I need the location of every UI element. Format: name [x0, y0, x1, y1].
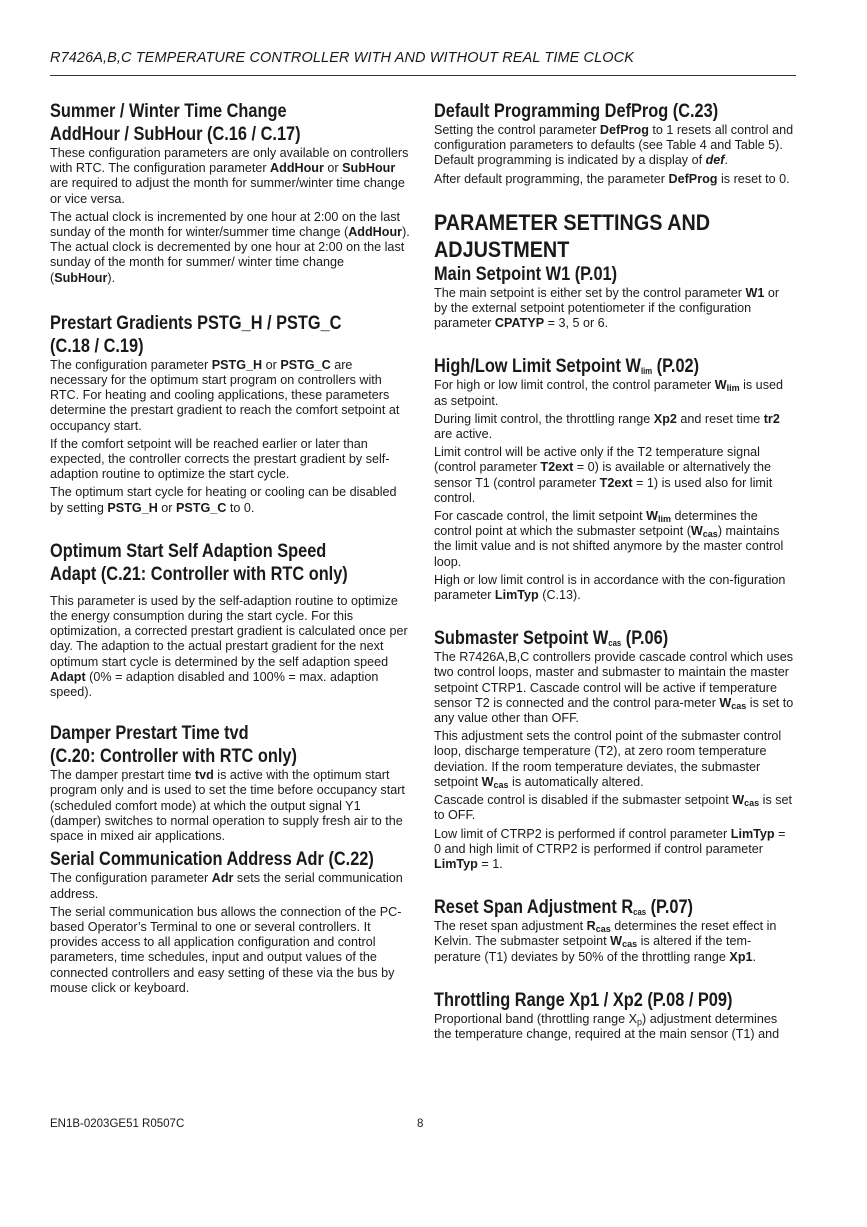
paragraph: The optimum start cycle for heating or cooling can be disabled by setting PSTG_H or PSTG_C to 0.: [50, 485, 397, 515]
paragraph: The serial communication bus allows the connection of the PC-based Operator’s Terminal to one or several controllers. It provides access to all application configuration and control parameters, time schedules, input and output values of the connected controllers and easy setting of these via the bus by mouse click or keyboard.: [50, 904, 402, 995]
paragraph: Proportional band (throttling range $X_p$) adjustment determines the temperature change, required at the main sensor (T1) and: [434, 1011, 780, 1041]
paragraph: If the comfort setpoint will be reached earlier or later than expected, the controller corrects the prestart gradient by self-adaption routine to optimize the start cycle.: [50, 436, 390, 482]
section-heading: (C.20: Controller with RTC only): [50, 746, 297, 768]
section-heading: High/Low Limit Setpoint $W_{lim}$ (P.02): [434, 356, 700, 378]
paragraph: The damper prestart time tvd is active with the optimum start program only and is used to set the time before occupancy start (scheduled comfort mode) at which the output signal Y1 (damper) switches to normal operation to supply fresh air to the space in mixed air applications.: [50, 768, 405, 844]
section-heading: Main Setpoint W1 (P.01): [434, 263, 618, 285]
section-heading: Summer / Winter Time Change: [50, 101, 287, 122]
paragraph: The R7426A,B,C controllers provide cascade control which uses two control loops, master and submaster to maintain the master setpoint CTRP1. Cascade control will be active if temperature sensor T2 is connected and the control para-meter $W_{cas}$ is set to any value other than OFF.: [434, 650, 794, 726]
paragraph: For high or low limit control, the control parameter $W_{lim}$ is used as setpoint.: [434, 378, 783, 408]
section-throttling-range: [434, 989, 794, 1042]
paragraph: This adjustment sets the control point of the submaster control loop, discharge temperature (T2), at zero room temperature deviation. If the room temperature deviates, the submaster setpoint $W_{cas}$ is automatically altered.: [434, 729, 782, 790]
left-column: [50, 100, 410, 1014]
paragraph: For cascade control, the limit setpoint $W_{lim}$ determines the control point at which the submaster setpoint $(W_{cas})$ maintains the limit value and is not shifted anymore by the master control loop.: [434, 509, 784, 569]
paragraph: This parameter is used by the self-adaption routine to optimize the energy consumption during the start cycle. For this optimization, a corrected prestart gradient is calculated once per day. The adaption to the actual prestart gradient for the next optimum start cycle is determined by the self adaption speed Adapt (0% = adaption disabled and 100% = max. adaption speed).: [50, 593, 408, 700]
section-heading: Submaster Setpoint $W_{cas}$ (P.06): [434, 628, 669, 650]
section-heading: Reset Span Adjustment $R_{cas}$ (P.07): [434, 897, 694, 919]
chapter-heading: PARAMETER SETTINGS AND: [434, 209, 711, 235]
section-prestart-gradients: [50, 312, 410, 516]
section-damper-prestart: [50, 722, 410, 844]
page-number: 8: [417, 1118, 424, 1130]
section-heading: Throttling Range Xp1 / Xp2 (P.08 / P09): [434, 989, 733, 1011]
paragraph: Limit control will be active only if the T2 temperature signal (control parameter T2ext = 0) is available or alternatively the sensor T1 (control parameter T2ext = 1) is used also for limit control.: [434, 445, 773, 505]
paragraph: The main setpoint is either set by the control parameter W1 or by the external setpoint potentiometer if the configuration parameter CPATYP = 3, 5 or 6.: [434, 285, 780, 331]
section-limit-setpoint: [434, 355, 794, 603]
paragraph: After default programming, the parameter DefProg is reset to 0.: [434, 171, 790, 186]
section-heading: Adapt (C.21: Controller with RTC only): [50, 563, 348, 585]
paragraph: During limit control, the throttling range Xp2 and reset time tr2 are active.: [434, 411, 780, 442]
header-divider: [50, 75, 796, 76]
paragraph: Low limit of CTRP2 is performed if control parameter LimTyp = 0 and high limit of CTRP2 is performed if control parameter LimTyp = 1.: [434, 826, 786, 871]
section-serial-communication: [50, 848, 410, 996]
section-heading: Serial Communication Address Adr (C.22): [50, 849, 374, 871]
section-summer-winter: [50, 100, 410, 286]
section-heading: AddHour / SubHour (C.16 / C.17): [50, 124, 301, 145]
section-main-setpoint: [434, 263, 794, 332]
section-default-programming: [434, 100, 794, 187]
section-reset-span: [434, 896, 794, 965]
section-heading: Optimum Start Self Adaption Speed: [50, 540, 327, 562]
section-heading: Default Programming DefProg (C.23): [434, 101, 719, 122]
section-heading: Damper Prestart Time tvd: [50, 723, 249, 745]
paragraph: Setting the control parameter DefProg to 1 resets all control and configuration parameters to defaults (see Table 4 and Table 5). Default programming is indicated by a display of def.: [434, 123, 794, 168]
paragraph: The reset span adjustment $R_{cas}$ determines the reset effect in Kelvin. The submaster setpoint $W_{cas}$ is altered if the tem-perature (T1) deviates by 50% of the throttling range Xp1.: [434, 919, 777, 964]
paragraph: Cascade control is disabled if the submaster setpoint $W_{cas}$ is set to OFF.: [434, 793, 793, 823]
section-optimum-start: [50, 540, 410, 700]
section-heading: Prestart Gradients PSTG_H / PSTG_C: [50, 312, 342, 334]
section-parameter-settings: [434, 209, 794, 263]
right-column: [434, 100, 794, 1045]
page-header: R7426A,B,C TEMPERATURE CONTROLLER WITH AND WITHOUT REAL TIME CLOCK: [50, 50, 634, 66]
document-id: EN1B-0203GE51 R0507C: [50, 1118, 185, 1130]
paragraph: These configuration parameters are only available on controllers with RTC. The configuration parameter AddHour or SubHour are required to adjust the month for summer/winter time change or vice versa.: [50, 146, 409, 206]
paragraph: The configuration parameter Adr sets the serial communication address.: [50, 871, 403, 901]
paragraph: High or low limit control is in accordance with the con-figuration parameter LimTyp (C.13).: [434, 572, 786, 603]
section-submaster-setpoint: [434, 627, 794, 872]
paragraph: The actual clock is incremented by one hour at 2:00 on the last sunday of the month for winter/summer time change (AddHour). The actual clock is decremented by one hour at 2:00 on the last sunday of the month for summer/ winter time change (SubHour).: [50, 209, 410, 285]
section-heading: (C.18 / C.19): [50, 335, 144, 357]
chapter-heading: ADJUSTMENT: [434, 236, 570, 262]
paragraph: The configuration parameter PSTG_H or PSTG_C are necessary for the optimum start program on controllers with RTC. For heating and cooling applications, these parameters determine the prestart gradient to reach the comfort setpoint at occupancy start.: [50, 357, 400, 433]
